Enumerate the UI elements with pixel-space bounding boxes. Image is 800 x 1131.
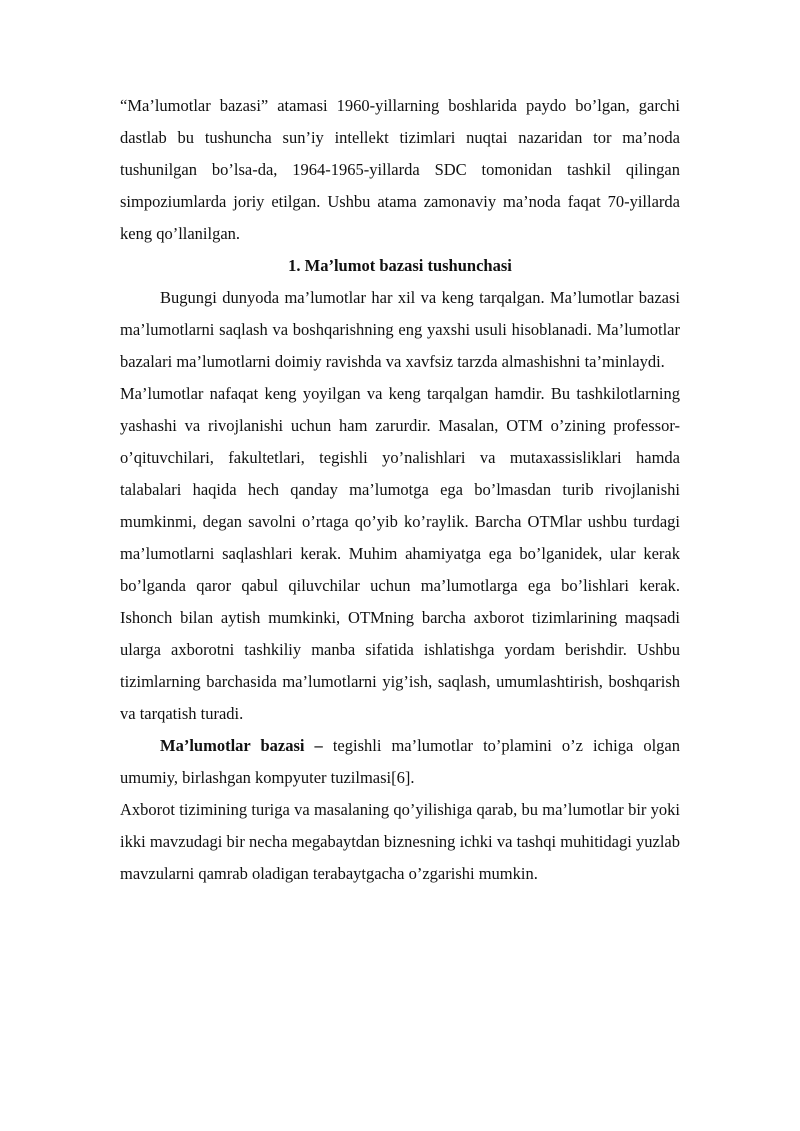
definition-text: tegishli ma’lumotlar to’plamini o’z ichiga olgan umumiy, birlashgan kompyuter tuzilmasi[6].	[120, 736, 680, 787]
paragraph-intro: “Ma’lumotlar bazasi” atamasi 1960-yillarning boshlarida paydo bo’lgan, garchi dastlab bu tushuncha sun’iy intellekt tizimlari nuqtai nazaridan tor ma’noda tushunilgan bo’lsa-da, 1964-1965-yillarda SDC tomonidan tashkil qilingan simpoziumlarda joriy etilgan. Ushbu atama zamonaviy ma’noda faqat 70-yillarda keng qo’llanilgan.	[120, 96, 680, 243]
paragraph-organizations: Ma’lumotlar nafaqat keng yoyilgan va keng tarqalgan hamdir. Bu tashkilotlarning yashashi va rivojlanishi uchun ham zarurdir. Masalan, OTM o’zining professor-o’qituvchilari, fakultetlari, tegishli yo’nalishlari va mutaxassisliklari hamda talabalari haqida hech qanday ma’lumotga ega bo’lmasdan turib rivojlanishi mumkinmi, degan savolni o’rtaga qo’yib ko’raylik. Barcha OTMlar ushbu turdagi ma’lumotlarni saqlashlari kerak. Muhim ahamiyatga ega bo’lganidek, ular kerak bo’lganda qaror qabul qiluvchilar uchun ma’lumotlarga ega bo’lishlari kerak. Ishonch bilan aytish mumkinki, OTMning barcha axborot tizimlarining maqsadi ularga axborotni tashkiliy manba sifatida ishlatishga yordam berishdir. Ushbu tizimlarning barchasida ma’lumotlarni yig’ish, saqlash, umumlashtirish, boshqarish va tarqatish turadi.	[120, 384, 680, 723]
paragraph-size: Axborot tizimining turiga va masalaning qo’yilishiga qarab, bu ma’lumotlar bir yoki ikki mavzudagi bir necha megabaytdan biznesning ichki va tashqi muhitidagi yuzlab mavzularni qamrab oladigan terabaytgacha o’zgarishi mumkin.	[120, 800, 680, 883]
section-heading: 1. Ma’lumot bazasi tushunchasi	[288, 256, 512, 275]
definition-term: Ma’lumotlar bazasi –	[160, 736, 323, 755]
document-page	[120, 90, 680, 890]
paragraph-today: Bugungi dunyoda ma’lumotlar har xil va keng tarqalgan. Ma’lumotlar bazasi ma’lumotlarni saqlash va boshqarishning eng yaxshi usuli hisoblanadi. Ma’lumotlar bazalari ma’lumotlarni doimiy ravishda va xavfsiz tarzda almashishni ta’minlaydi.	[120, 288, 680, 371]
paragraph-definition	[120, 730, 680, 794]
